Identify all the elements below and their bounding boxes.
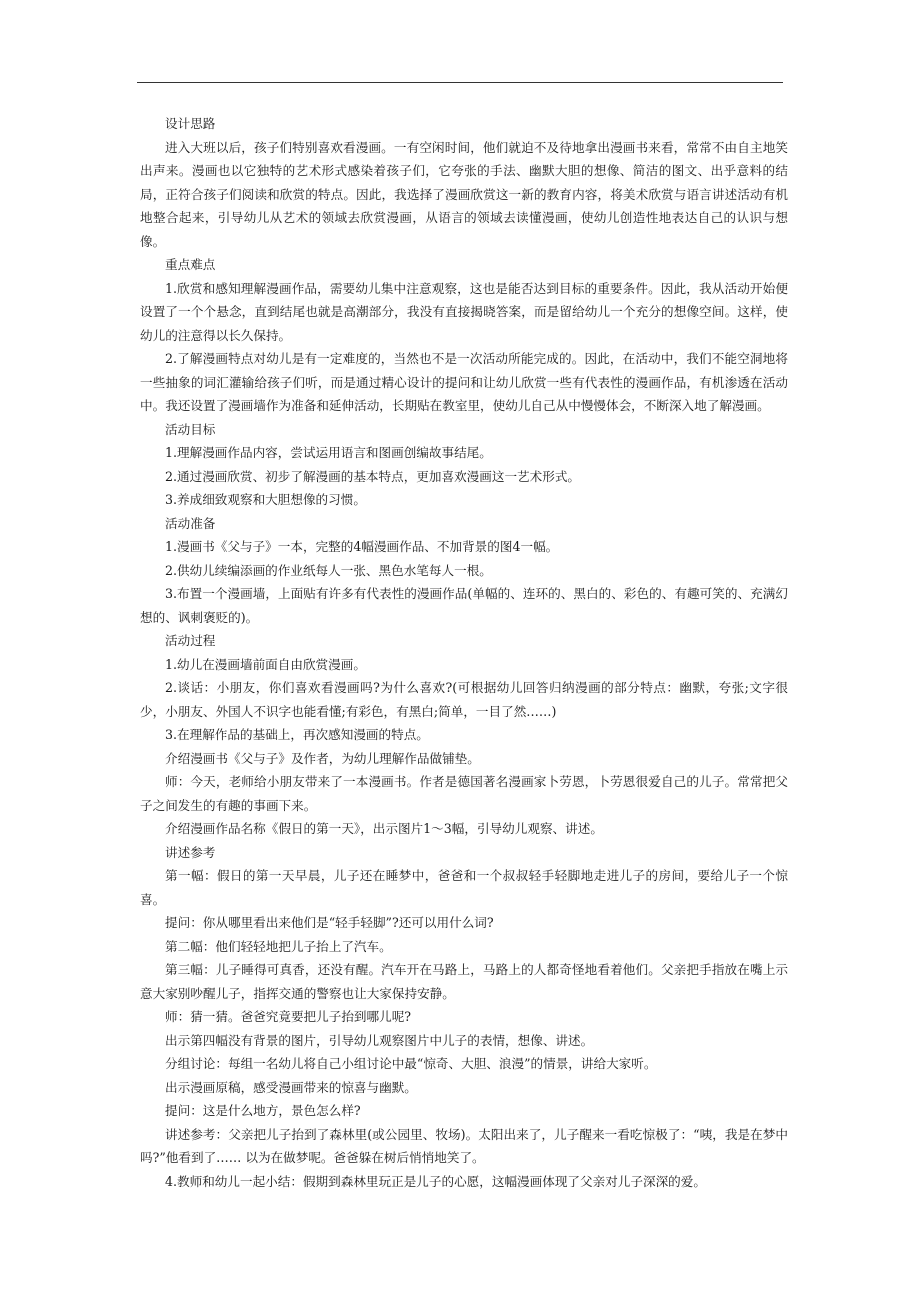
- body-paragraph: 出示第四幅没有背景的图片，引导幼儿观察图片中儿子的表情，想像、讲述。: [165, 1032, 594, 1048]
- body-paragraph: 进入大班以后，孩子们特别喜欢看漫画。一有空闲时间，他们就迫不及待地拿出漫画书来看，常常不由自主地笑出声来。漫画也以它独特的艺术形式感染着孩子们，它夸张的手法、幽默大胆的想像、简洁的图文、出乎意料的结局，正符合孩子们阅读和欣赏的特点。因此，我选择了漫画欣赏这一新的教育内容，将美术欣赏与语言讲述活动有机地整合起来，引导幼儿从艺术的领域去欣赏漫画，从语言的领域去读懂漫画，使幼儿创造性地表达自己的认识与想像。: [140, 139, 788, 249]
- body-paragraph: 1.幼儿在漫画墙前面自由欣赏漫画。: [165, 656, 366, 672]
- section-heading: 设计思路: [165, 116, 216, 131]
- body-paragraph: 提问：这是什么地方，景色怎么样?: [165, 1103, 361, 1118]
- body-paragraph: 1.漫画书《父与子》一本，完整的4幅漫画作品、不加背景的图4一幅。: [165, 539, 559, 554]
- section-heading: 重点难点: [165, 257, 216, 272]
- body-paragraph: 师：猜一猜。爸爸究竟要把儿子抬到哪儿呢?: [165, 1009, 412, 1024]
- body-paragraph: 3.布置一个漫画墙，上面贴有许多有代表性的漫画作品(单幅的、连环的、黑白的、彩色的、有趣可笑的、充满幻想的、讽刺褒贬的)。: [140, 586, 788, 625]
- section-heading: 活动准备: [165, 515, 216, 531]
- body-paragraph: 2.通过漫画欣赏、初步了解漫画的基本特点，更加喜欢漫画这一艺术形式。: [165, 468, 581, 484]
- body-paragraph: 第二幅：他们轻轻地把儿子抬上了汽车。: [165, 938, 392, 954]
- body-paragraph: 出示漫画原稿，感受漫画带来的惊喜与幽默。: [165, 1079, 417, 1095]
- body-paragraph: 2.谈话：小朋友，你们喜欢看漫画吗?为什么喜欢?(可根据幼儿回答归纳漫画的部分特点：幽默，夸张;文字很少，小朋友、外国人不识字也能看懂;有彩色，有黑白;简单，一目了然……): [140, 680, 788, 719]
- body-paragraph: 第三幅：儿子睡得可真香，还没有醒。汽车开在马路上，马路上的人都奇怪地看着他们。父亲把手指放在嘴上示意大家别吵醒儿子，指挥交通的警察也让大家保持安静。: [140, 962, 788, 1001]
- section-heading: 活动目标: [165, 421, 216, 437]
- body-paragraph: 1.理解漫画作品内容，尝试运用语言和图画创编故事结尾。: [165, 445, 492, 460]
- body-paragraph: 介绍漫画作品名称《假日的第一天》，出示图片1～3幅，引导幼儿观察、讲述。: [165, 821, 603, 836]
- body-paragraph: 3.养成细致观察和大胆想像的习惯。: [165, 492, 366, 507]
- body-paragraph: 2.供幼儿续编添画的作业纸每人一张、黑色水笔每人一根。: [165, 562, 492, 578]
- body-paragraph: 1.欣赏和感知理解漫画作品，需要幼儿集中注意观察，这也是能否达到目标的重要条件。因此，我从活动开始便设置了一个个悬念，直到结尾也就是高潮部分，我没有直接揭晓答案，而是留给幼儿一个充分的想像空间。这样，使幼儿的注意得以长久保持。: [140, 280, 788, 343]
- body-paragraph: 4.教师和幼儿一起小结：假期到森林里玩正是儿子的心愿，这幅漫画体现了父亲对儿子深深的爱。: [165, 1173, 706, 1189]
- document-body: [140, 112, 788, 1193]
- body-paragraph: 第一幅：假日的第一天早晨，儿子还在睡梦中，爸爸和一个叔叔轻手轻脚地走进儿子的房间，要给儿子一个惊喜。: [140, 868, 788, 907]
- body-paragraph: 师：今天，老师给小朋友带来了一本漫画书。作者是德国著名漫画家卜劳恩，卜劳恩很爱自己的儿子。常常把父子之间发生的有趣的事画下来。: [140, 774, 788, 813]
- header-rule: [137, 82, 783, 83]
- body-paragraph: 3.在理解作品的基础上，再次感知漫画的特点。: [165, 727, 429, 742]
- body-paragraph: 2.了解漫画特点对幼儿是有一定难度的，当然也不是一次活动所能完成的。因此，在活动中，我们不能空洞地将一些抽象的词汇灌输给孩子们听，而是通过精心设计的提问和让幼儿欣赏一些有代表性的漫画作品，有机渗透在活动中。我还设置了漫画墙作为准备和延伸活动，长期贴在教室里，使幼儿自己从中慢慢体会，不断深入地了解漫画。: [140, 351, 788, 413]
- body-paragraph: 提问：你从哪里看出来他们是“轻手轻脚”?还可以用什么词?: [165, 915, 494, 930]
- body-paragraph: 介绍漫画书《父与子》及作者，为幼儿理解作品做铺垫。: [165, 750, 480, 766]
- body-paragraph: 讲述参考：父亲把儿子抬到了森林里(或公园里、牧场)。太阳出来了，儿子醒来一看吃惊极了：“咦，我是在梦中吗?”他看到了…… 以为在做梦呢。爸爸躲在树后悄悄地笑了。: [140, 1126, 788, 1165]
- section-heading: 讲述参考: [165, 844, 216, 860]
- section-heading: 活动过程: [165, 633, 216, 648]
- body-paragraph: 分组讨论：每组一名幼儿将自己小组讨论中最“惊奇、大胆、浪漫”的情景，讲给大家听。: [165, 1056, 657, 1071]
